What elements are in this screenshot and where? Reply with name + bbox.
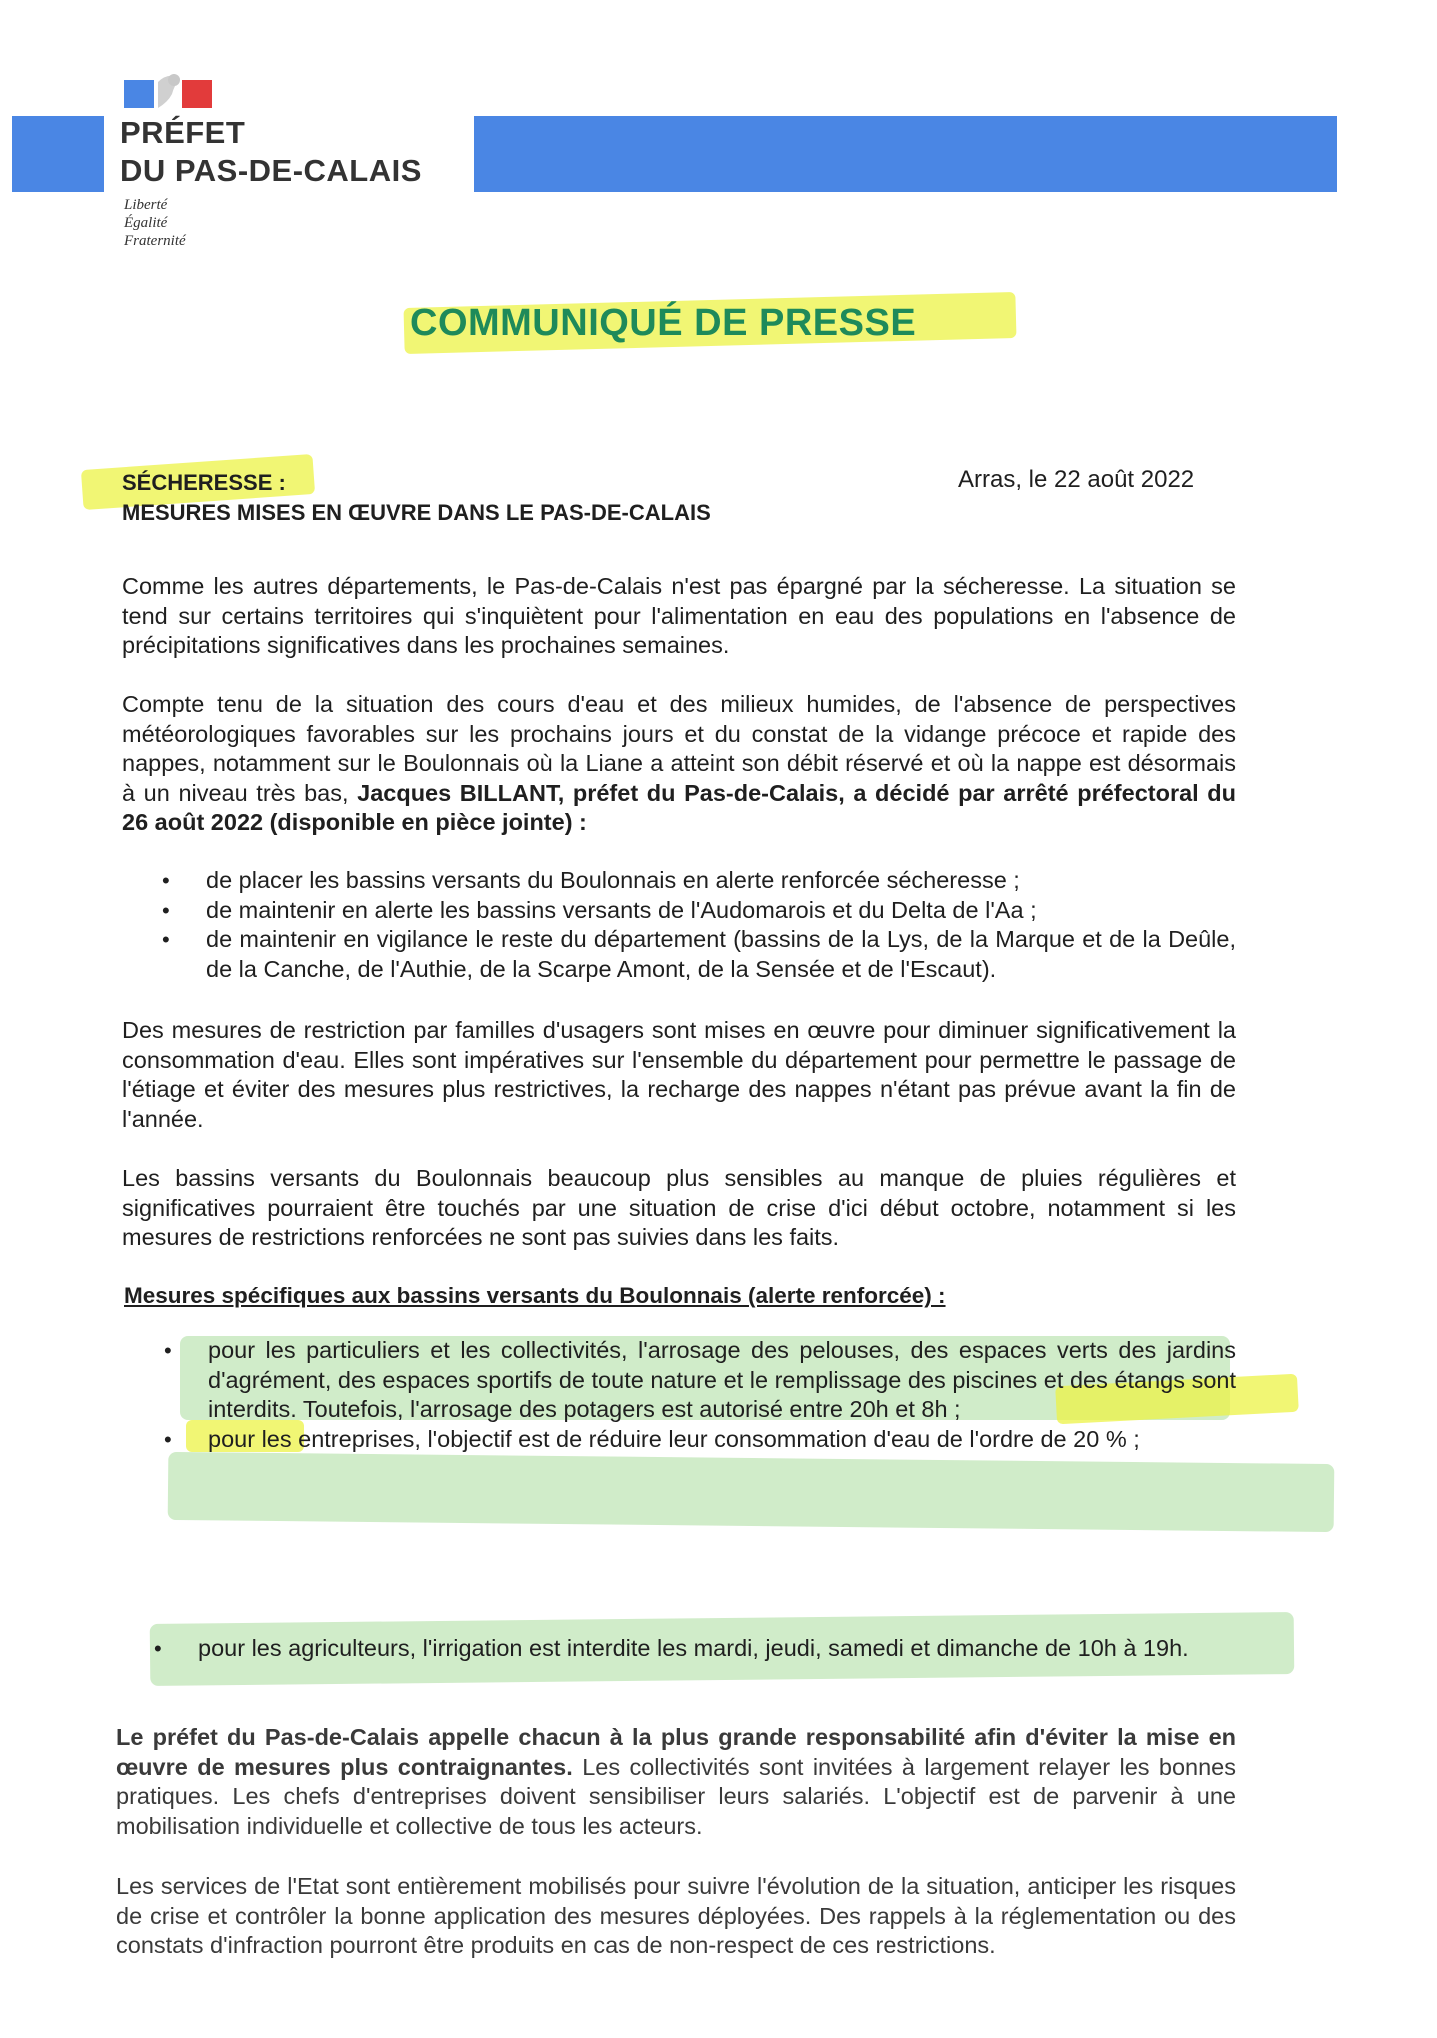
subject-block — [122, 468, 711, 528]
paragraph-5 — [116, 1723, 1236, 1841]
motto-egalite: Égalité — [124, 215, 168, 231]
measures-list — [164, 1336, 1236, 1454]
list-item: • de placer les bassins versants du Boulonnais en alerte renforcée sécheresse ; — [162, 866, 1236, 896]
republic-motto — [124, 196, 186, 250]
list-item: • pour les particuliers et les collectivités, l'arrosage des pelouses, des espaces verts des jardins d'agrément, des espaces sportifs de toute nature et le remplissage des piscines et des étangs sont interdits. Toutefois, l'arrosage des potagers est autorisé entre 20h et 8h ; — [164, 1336, 1236, 1425]
left-blue-banner — [12, 116, 104, 192]
motto-fraternite: Fraternité — [124, 233, 186, 249]
paragraph-5-text: Les collectivités sont invitées à largement relayer les bonnes pratiques. Les chefs d'entreprises doivent sensibiliser leurs salariés. L'objectif est de parvenir à une mobilisation individuelle et collective de tous les acteurs. — [116, 1753, 1236, 1839]
paragraph-4: Les bassins versants du Boulonnais beaucoup plus sensibles au manque de pluies régulières et significatives pourraient être touchés par une situation de crise d'ici début octobre, notamment si les mesures de restrictions renforcées ne sont pas suivies dans les faits. — [122, 1165, 1236, 1250]
paragraph-2-bold: Jacques BILLANT, préfet du Pas-de-Calais, a décidé par arrêté préfectoral du 26 août 2022 (disponible en pièce jointe) : — [122, 779, 1237, 835]
marianne-logo — [124, 72, 212, 110]
decision-list — [162, 866, 1236, 984]
list-item: • de maintenir en alerte les bassins versants de l'Audomarois et du Delta de l'Aa ; — [162, 896, 1236, 926]
right-blue-banner — [474, 116, 1337, 192]
dateline: Arras, le 22 août 2022 — [958, 466, 1195, 493]
prefet-line-1: PRÉFET — [120, 115, 246, 150]
prefet-line-2: DU PAS-DE-CALAIS — [120, 153, 422, 188]
agri-list — [154, 1634, 1234, 1664]
document-title: COMMUNIQUÉ DE PRESSE — [410, 302, 917, 344]
measures-heading: Mesures spécifiques aux bassins versants du Boulonnais (alerte renforcée) : — [124, 1283, 946, 1308]
list-item: • pour les entreprises, l'objectif est de réduire leur consommation d'eau de l'ordre de 20 % ; — [164, 1425, 1236, 1455]
paragraph-1: Comme les autres départements, le Pas-de-Calais n'est pas épargné par la sécheresse. La situation se tend sur certains territoires qui s'inquiètent pour l'alimentation en eau des populations en l'absence de précipitations significatives dans les prochaines semaines. — [122, 573, 1236, 658]
paragraph-6: Les services de l'Etat sont entièrement mobilisés pour suivre l'évolution de la situation, anticiper les risques de crise et contrôler la bonne application des mesures déployées. Des rappels à la réglementation ou des constats d'infraction pourront être produits en cas de non-respect de ces restrictions. — [116, 1873, 1236, 1958]
prefecture-name — [120, 114, 422, 190]
subject-line-2: MESURES MISES EN ŒUVRE DANS LE PAS-DE-CALAIS — [122, 500, 711, 525]
paragraph-2-text: Compte tenu de la situation des cours d'eau et des milieux humides, de l'absence de perspectives météorologiques favorables sur les prochains jours et du constat de la vidange précoce et rapide des nappes, notamment sur le Boulonnais où la Liane a atteint son débit réservé et où la nappe est désormais à un niveau très bas, — [122, 691, 1236, 806]
paragraph-2 — [122, 690, 1236, 838]
subject-line-1: SÉCHERESSE : — [122, 470, 286, 495]
paragraph-5-bold: Le préfet du Pas-de-Calais appelle chacun à la plus grande responsabilité afin d'éviter la mise en œuvre de mesures plus contraignantes. — [116, 1724, 1236, 1780]
list-item: • pour les agriculteurs, l'irrigation est interdite les mardi, jeudi, samedi et dimanche de 10h à 19h. — [154, 1634, 1234, 1664]
list-item: • de maintenir en vigilance le reste du département (bassins de la Lys, de la Marque et de la Deûle, de la Canche, de l'Authie, de la Scarpe Amont, de la Sensée et de l'Escaut). — [162, 925, 1236, 984]
measures-highlight-4 — [168, 1452, 1335, 1532]
motto-liberte: Liberté — [124, 197, 168, 213]
paragraph-3: Des mesures de restriction par familles d'usagers sont mises en œuvre pour diminuer significativement la consommation d'eau. Elles sont impératives sur l'ensemble du département pour permettre le passage de l'étiage et éviter des mesures plus restrictives, la recharge des nappes n'étant pas prévue avant la fin de l'année. — [122, 1017, 1236, 1132]
